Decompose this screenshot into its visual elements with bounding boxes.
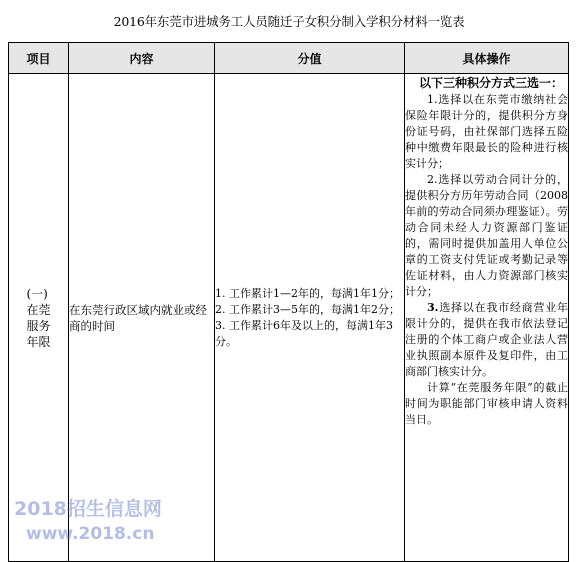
table-header-row xyxy=(9,43,569,74)
header-item: 项目 xyxy=(9,43,69,74)
operation-cell xyxy=(405,74,569,562)
content-cell: 在东莞行政区域内就业或经商的时间 xyxy=(69,74,215,562)
table-row xyxy=(9,74,569,562)
ops-method-3-text: 选择以在我市经商营业年限计分的，提供在我市依法登记注册的个体工商户或企业法人营业执照副本原件及复印件，由工商部门核实计分。 xyxy=(405,301,568,378)
ops-method-2: 2.选择以劳动合同计分的，提供积分方历年劳动合同（2008年前的劳动合同须办理鉴证）。劳动合同未经人力资源部门鉴证的，需同时提供加盖用人单位公章的工资支付凭证或考勤记录等佐证材料，由人力资源部门核实计分； xyxy=(405,173,568,298)
item-number: (一) xyxy=(26,286,48,301)
item-name-line2: 服务 xyxy=(26,318,51,333)
ops-method-3-label: 3. xyxy=(427,301,439,314)
item-cell xyxy=(9,74,69,562)
document-title: 2016年东莞市进城务工人员随迁子女积分制入学积分材料一览表 xyxy=(113,14,465,29)
score-rule-2: 2. 工作累计3—5年的，每满1年2分； xyxy=(215,302,400,316)
item-name-line3: 年限 xyxy=(26,334,51,349)
ops-intro: 以下三种积分方式三选一： xyxy=(419,76,564,90)
header-operation: 具体操作 xyxy=(405,43,569,74)
score-rule-3: 3. 工作累计6年及以上的，每满1年3分。 xyxy=(215,318,393,348)
ops-note: 计算“在莞服务年限”的截止时间为职能部门审核申请人资料当日。 xyxy=(405,381,568,426)
header-score: 分值 xyxy=(215,43,405,74)
header-content: 内容 xyxy=(69,43,215,74)
score-rule-1: 1. 工作累计1—2年的，每满1年1分； xyxy=(215,286,400,300)
watermark-url: www.2018.cn xyxy=(26,524,155,544)
ops-method-3 xyxy=(405,300,568,380)
item-name-line1: 在莞 xyxy=(26,302,51,317)
score-cell xyxy=(215,74,405,562)
ops-method-1: 1.选择以在东莞市缴纳社会保险年限计分的，提供积分方身份证号码，由社保部门选择五险种中缴费年限最长的险种进行核实计分； xyxy=(405,93,568,170)
points-table xyxy=(8,42,569,562)
watermark-site-name: 2018招生信息网 xyxy=(14,498,162,520)
